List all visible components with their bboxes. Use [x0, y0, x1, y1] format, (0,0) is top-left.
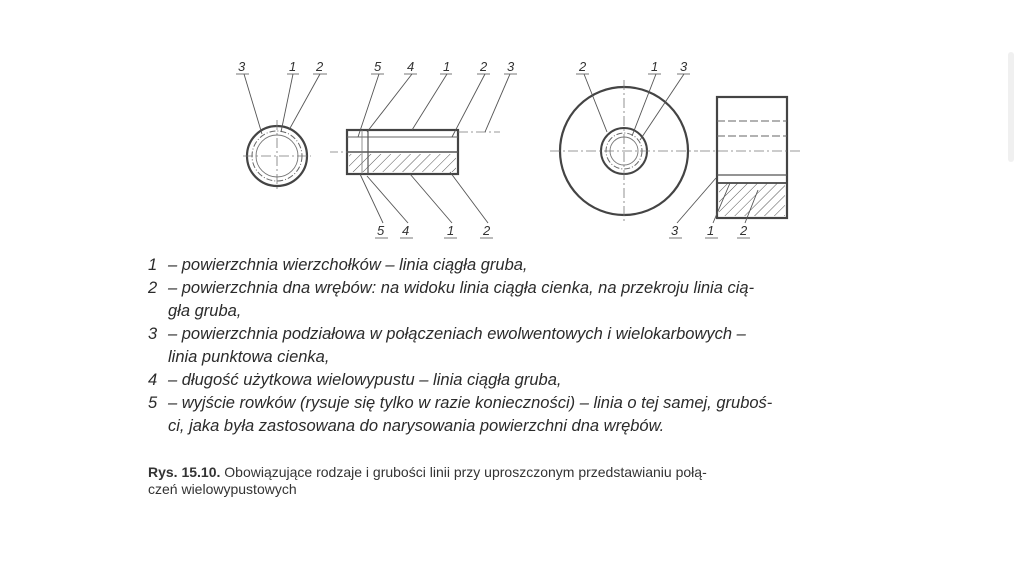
label-g1-2: 2: [316, 59, 324, 74]
hub-side-section: [669, 97, 800, 238]
caption-line-1: Obowiązujące rodzaje i grubości linii przy uproszczonym przedstawianiu połą-: [224, 464, 707, 480]
legend-text: – powierzchnia wierzchołków – linia ciągła gruba,: [168, 256, 528, 274]
legend-text: – długość użytkowa wielowypustu – linia ciągła gruba,: [168, 371, 562, 389]
caption-line-2: czeń wielowypustowych: [148, 481, 297, 497]
legend-number: 5: [148, 394, 158, 412]
label-g2-bottom-2: 1: [447, 223, 455, 238]
technical-drawing-figure: [0, 0, 1024, 250]
legend-item-5-continuation: ci, jaka była zastosowana do narysowania powierzchni dna wrębów.: [168, 417, 665, 435]
label-g2-bottom-1: 4: [402, 223, 410, 238]
figure-legend: [148, 254, 896, 438]
label-g3-top-2: 3: [680, 59, 688, 74]
legend-text: – powierzchnia dna wrębów: na widoku linia ciągła cienka, na przekroju linia cią-: [168, 279, 755, 297]
label-g3-bottom-2: 2: [740, 223, 748, 238]
legend-item-3: [148, 323, 896, 346]
legend-number: 2: [148, 279, 158, 297]
legend-item-5: [148, 392, 896, 415]
label-g2-bottom-3: 2: [483, 223, 491, 238]
label-g3-bottom-0: 3: [671, 223, 679, 238]
label-g2-bottom-0: 5: [377, 223, 385, 238]
legend-number: 4: [148, 371, 158, 389]
label-g2-top-3: 2: [480, 59, 488, 74]
figure-caption: [148, 464, 893, 498]
legend-item-1: [148, 254, 896, 277]
shaft-end-view: [236, 59, 327, 192]
legend-number: 3: [148, 325, 158, 343]
caption-label: Rys. 15.10.: [148, 464, 221, 480]
hub-end-view: [550, 59, 698, 222]
label-g3-top-0: 2: [579, 59, 587, 74]
label-g1-0: 3: [238, 59, 246, 74]
label-g3-bottom-1: 1: [707, 223, 715, 238]
label-g2-top-2: 1: [443, 59, 451, 74]
legend-item-3-continuation: linia punktowa cienka,: [168, 348, 330, 366]
legend-item-2-continuation: gła gruba,: [168, 302, 242, 320]
legend-item-2: [148, 277, 896, 300]
label-g3-top-1: 1: [651, 59, 659, 74]
legend-number: 1: [148, 256, 158, 274]
legend-text: – powierzchnia podziałowa w połączeniach ewolwentowych i wielokarbowych –: [168, 325, 746, 343]
label-g1-1: 1: [289, 59, 297, 74]
label-g2-top-0: 5: [374, 59, 382, 74]
shaft-side-section: [330, 59, 517, 238]
legend-text: – wyjście rowków (rysuje się tylko w razie konieczności) – linia o tej samej, gruboś-: [168, 394, 773, 412]
label-g2-top-1: 4: [407, 59, 415, 74]
legend-item-4: [148, 369, 896, 392]
label-g2-top-4: 3: [507, 59, 515, 74]
